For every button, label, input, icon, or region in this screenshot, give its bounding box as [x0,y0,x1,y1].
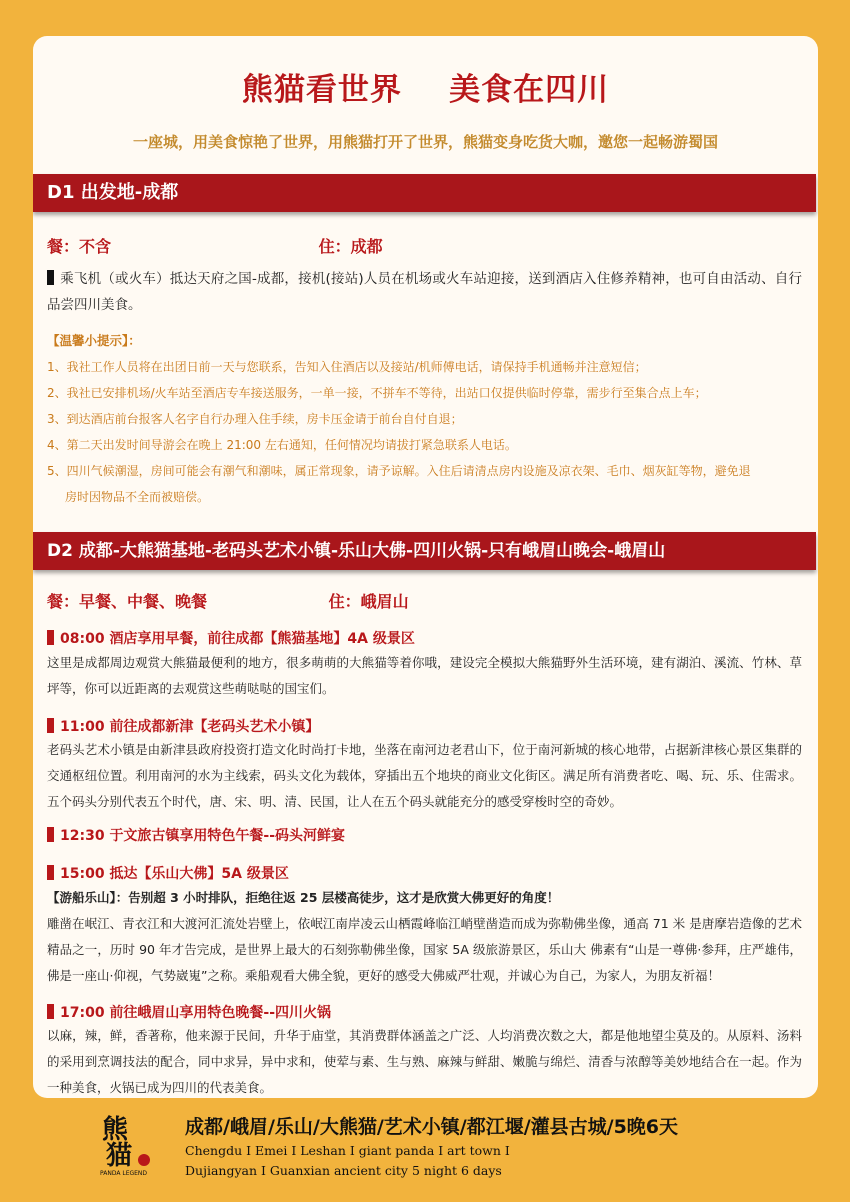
day1-tips-title: 【温馨小提示】： [47,333,141,348]
day2-stop-panda-title: 08:00 酒店享用早餐，前往成都【熊猫基地】4A 级景区 [47,628,415,648]
bullet-icon [47,865,54,880]
day2-stop-lunch-title: 12:30 于文旅古镇享用特色午餐--码头河鲜宴 [47,825,345,845]
day2-stop-panda-desc: 这里是成都周边观赏大熊猫最便利的地方，很多萌萌的大熊猫等着你哦，建设完全模拟大熊猫野外生活环境，建有湖泊、溪流、竹林、草坪等，你可以近距离的去观赏这些萌哒哒的国宝们。 [47,655,802,696]
itinerary-card [33,36,818,1098]
day2-meal-row [47,589,409,612]
day2-stop-buddha-title: 15:00 抵达【乐山大佛】5A 级景区 [47,863,289,883]
footer-band [0,1098,850,1202]
day1-stay: 住：成都 [318,237,383,256]
day2-stop-artown-desc: 老码头艺术小镇是由新津县政府投资打造文化时尚打卡地，坐落在南河边老君山下，位于南河新城的核心地带，占据新津核心景区集群的交通枢纽位置。利用南河的水为主线索，码头文化为载体，穿插出五个地块的商业文化街区。满足所有消费者吃、喝、玩、乐、住需求。五个码头分别代表五个时代，唐、宋、明、清、民国，让人在五个码头就能充分的感受穿梭时空的奇妙。 [47,742,802,809]
day1-meal-row [47,234,383,257]
day2-header-bar: D2 成都-大熊猫基地-老码头艺术小镇-乐山大佛-四川火锅-只有峨眉山晚会-峨眉山 [33,532,816,570]
bullet-icon [47,270,54,285]
page-subtitle: 一座城，用美食惊艳了世界，用熊猫打开了世界，熊猫变身吃货大咖，邀您一起畅游蜀国 [132,133,718,151]
logo-subtext: PANDA LEGEND [100,1170,148,1177]
day2-stop-artown-title: 11:00 前往成都新津【老码头艺术小镇】 [47,716,319,736]
tip-item: 房时因物品不全而被赔偿。 [65,490,210,504]
day1-description: 乘飞机（或火车）抵达天府之国-成都，接机(接站)人员在机场或火车站迎接，送到酒店入住修养精神，也可自由活动、自行品尝四川美食。 [47,271,802,313]
panda-legend-logo [98,1108,154,1178]
day2-stay: 住：峨眉山 [328,592,409,611]
bullet-icon [47,630,54,645]
logo-char: 熊 [102,1115,129,1145]
logo-seal-icon [138,1154,150,1166]
bullet-icon [47,827,54,842]
day2-meal: 餐：早餐、中餐、晚餐 [47,592,208,611]
day1-meal: 餐：不含 [47,237,112,256]
bullet-icon [47,718,54,733]
tip-item: 3、到达酒店前台报客人名字自行办理入住手续，房卡压金请于前台自付自退； [47,412,463,426]
tip-item: 1、我社工作人员将在出团日前一天与您联系，告知入住酒店以及接站/机师傅电话，请保持手机通畅并注意短信； [47,360,647,374]
day1-header-bar: D1 出发地-成都 [33,174,816,212]
footer-route-english: Chengdu I Emei I Leshan I giant panda I art town I Dujiangyan I Guanxian ancient city 5 night 6 days [185,1143,510,1178]
day2-stop-hotpot-desc: 以麻，辣，鲜，香著称，他来源于民间，升华于庙堂，其消费群体涵盖之广泛、人均消费次数之大，都是他地望尘莫及的。从原料、汤料的采用到烹调技法的配合，同中求异，异中求和，使荤与素、生与熟、麻辣与鲜甜、嫩脆与绵烂、清香与浓醇等美妙地结合在一起。作为一种美食，火锅已成为四川的代表美食。 [47,1028,802,1095]
tip-item: 5、四川气候潮湿，房间可能会有潮气和潮味，属正常现象，请予谅解。入住后请清点房内设施及凉衣架、毛巾、烟灰缸等物，避免退 [47,464,751,478]
page-title: 熊猫看世界 美食在四川 [241,72,610,108]
day1-tips-list [47,354,807,510]
day2-stop-buddha-desc: 【游船乐山】：告别超 3 小时排队，拒绝往返 25 层楼高徒步，这才是欣赏大佛更好的角度！ 雕凿在岷江、青衣江和大渡河汇流处岩壁上，依岷江南岸凌云山栖霞峰临江峭壁凿造而成为弥勒佛坐像，通高 71 米 是唐摩岩造像的艺术精品之一，历时 90 年才告完成，是世界上最大的石刻弥勒佛坐像，国家 5A 级旅游景区，乐山大 佛素有“山是一尊佛·参拜，庄严雄伟，佛是一座山·仰视，气势崴嵬”之称。乘船观看大佛全貌，更好的感受大佛威严壮观，并诚心为自己，为家人，为朋友祈福！ [47,885,802,989]
tip-item: 4、第二天出发时间导游会在晚上 21:00 左右通知，任何情况均请拔打紧急联系人电话。 [47,438,517,452]
bullet-icon [47,1004,54,1019]
footer-route-title: 成都/峨眉/乐山/大熊猫/艺术小镇/都江堰/灌县古城/5晚6天 [185,1116,679,1138]
day2-stop-hotpot-title: 17:00 前往峨眉山享用特色晚餐--四川火锅 [47,1002,331,1022]
logo-char: 猫 [106,1141,133,1171]
tip-item: 2、我社已安排机场/火车站至酒店专车接送服务，一单一接，不拼车不等待，出站口仅提供临时停靠，需步行至集合点上车； [47,386,707,400]
boat-highlight: 【游船乐山】：告别超 3 小时排队，拒绝往返 25 层楼高徒步，这才是欣赏大佛更好的角度！ [47,890,560,905]
